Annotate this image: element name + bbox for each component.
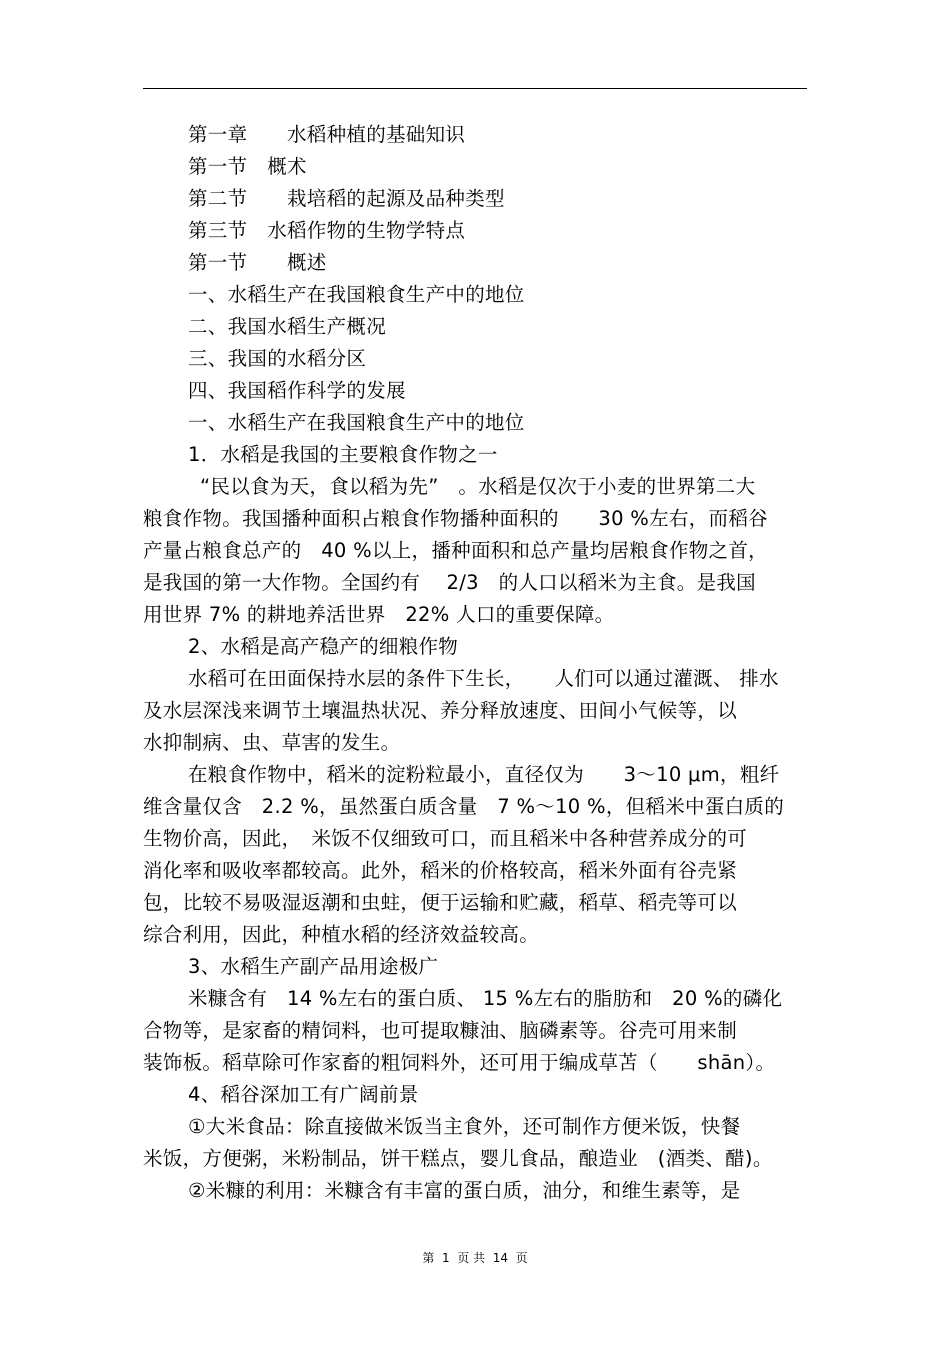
- point-heading: 3、水稻生产副产品用途极广: [188, 955, 439, 978]
- point-heading: 1．水稻是我国的主要粮食作物之一: [188, 443, 498, 466]
- paragraph-line: 米饭，方便粥，米粉制品，饼干糕点，婴儿食品，酿造业 (酒类、醋)。: [143, 1147, 773, 1170]
- paragraph-line: 产量占粮食总产的 40 %以上，播种面积和总产量均居粮食作物之首，: [143, 539, 768, 562]
- header-rule: [143, 88, 807, 89]
- subsection-heading: 一、水稻生产在我国粮食生产中的地位: [188, 411, 525, 434]
- paragraph-line: ①大米食品：除直接做米饭当主食外，还可制作方便米饭，快餐: [188, 1115, 741, 1138]
- document-body: [143, 119, 813, 1207]
- page-footer: 第 1 页 共 14 页: [422, 1251, 528, 1265]
- paragraph-line: 水抑制病、虫、草害的发生。: [143, 731, 401, 754]
- paragraph-line: 在粮食作物中，稻米的淀粉粒最小，直径仅为 3～10 μm，粗纤: [188, 763, 780, 786]
- paragraph-line: 包，比较不易吸湿返潮和虫蛀，便于运输和贮藏，稻草、稻壳等可以: [143, 891, 738, 914]
- paragraph-line: 综合利用，因此，种植水稻的经济效益较高。: [143, 923, 540, 946]
- paragraph-line: 装饰板。稻草除可作家畜的粗饲料外，还可用于编成草苫（ shān）。: [143, 1051, 776, 1074]
- chapter-title: 第一章 水稻种植的基础知识: [188, 123, 466, 146]
- section-title: 第三节 水稻作物的生物学特点: [188, 219, 466, 242]
- section-title: 第一节 概述: [188, 251, 327, 274]
- outline-item: 一、水稻生产在我国粮食生产中的地位: [188, 283, 525, 306]
- paragraph-line: “民以食为天，食以稻为先” 。水稻是仅次于小麦的世界第二大: [200, 475, 756, 498]
- section-title: 第二节 栽培稻的起源及品种类型: [188, 187, 505, 210]
- paragraph-line: 及水层深浅来调节土壤温热状况、养分释放速度、田间小气候等，以: [143, 699, 738, 722]
- paragraph-line: 是我国的第一大作物。全国约有 2/3 的人口以稻米为主食。是我国: [143, 571, 756, 594]
- section-title: 第一节 概术: [188, 155, 307, 178]
- outline-item: 二、我国水稻生产概况: [188, 315, 387, 338]
- paragraph-line: 消化率和吸收率都较高。此外，稻米的价格较高，稻米外面有谷壳紧: [143, 859, 738, 882]
- outline-item: 三、我国的水稻分区: [188, 347, 367, 370]
- paragraph-line: ②米糠的利用：米糠含有丰富的蛋白质，油分，和维生素等，是: [188, 1179, 741, 1202]
- paragraph-line: 生物价高，因此， 米饭不仅细致可口，而且稻米中各种营养成分的可: [143, 827, 748, 850]
- outline-item: 四、我国稻作科学的发展: [188, 379, 406, 402]
- paragraph-line: 维含量仅含 2.2 %，虽然蛋白质含量 7 %～10 %，但稻米中蛋白质的: [143, 795, 785, 818]
- paragraph-line: 合物等，是家畜的精饲料，也可提取糠油、脑磷素等。谷壳可用来制: [143, 1019, 738, 1042]
- paragraph-line: 粮食作物。我国播种面积占粮食作物播种面积的 30 %左右，而稻谷: [143, 507, 768, 530]
- paragraph-line: 用世界 7% 的耕地养活世界 22% 人口的重要保障。: [143, 603, 615, 626]
- paragraph-line: 水稻可在田面保持水层的条件下生长， 人们可以通过灌溉、 排水: [188, 667, 779, 690]
- paragraph-line: 米糠含有 14 %左右的蛋白质、 15 %左右的脂肪和 20 %的磷化: [188, 987, 783, 1010]
- point-heading: 2、水稻是高产稳产的细粮作物: [188, 635, 459, 658]
- point-heading: 4、稻谷深加工有广阔前景: [188, 1083, 419, 1106]
